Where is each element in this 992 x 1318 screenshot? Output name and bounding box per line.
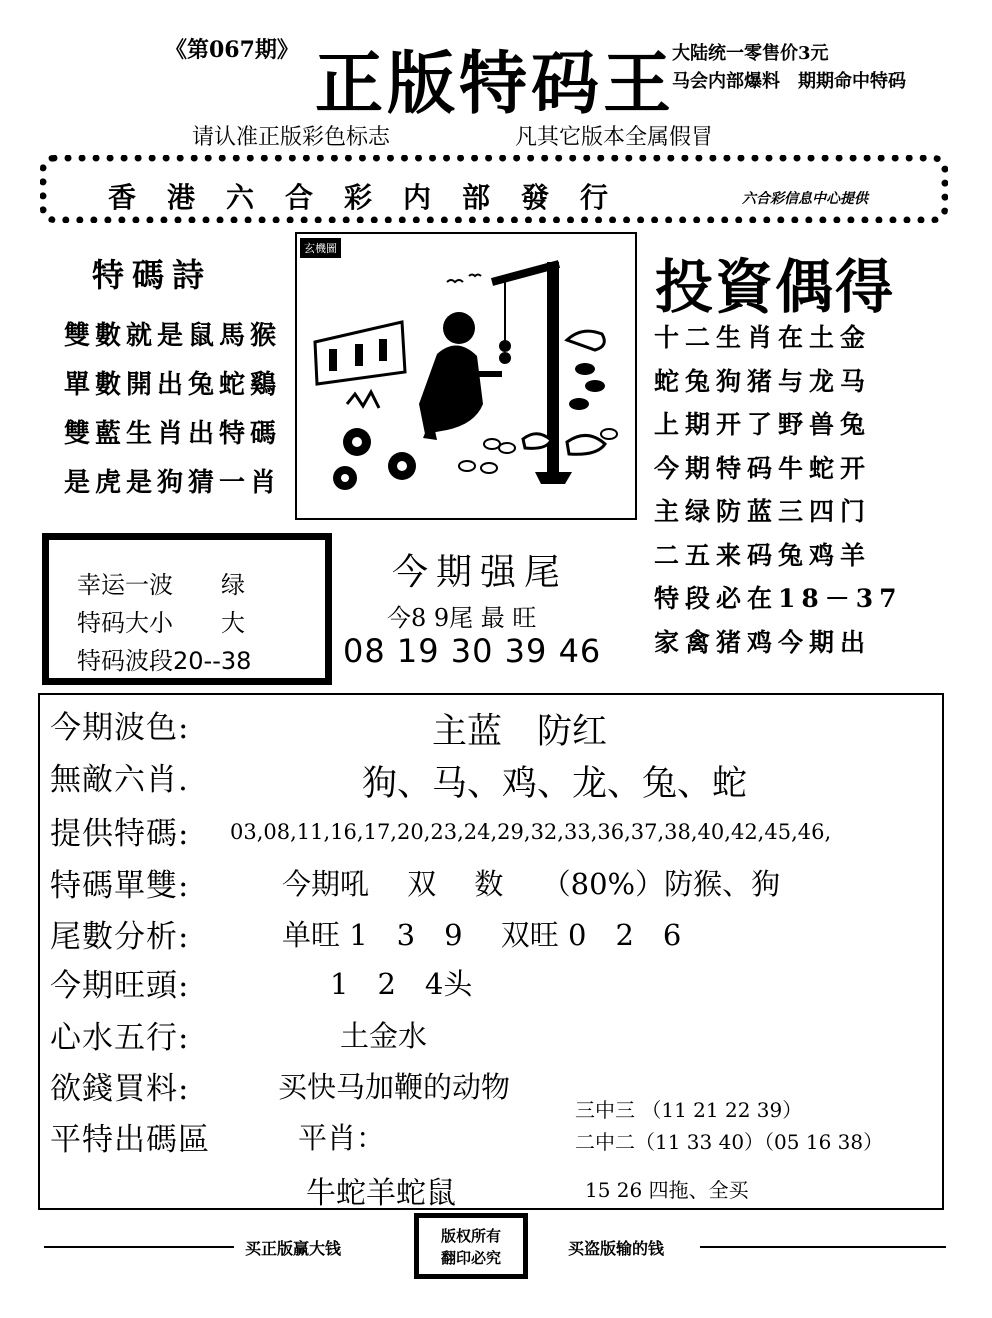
price-info [672,40,906,96]
puzzle-illustration [297,234,635,518]
footer-rule-right [700,1246,946,1248]
banner-text: 香港六合彩内部發行 [108,181,640,214]
strong-tail-numbers: 08 19 30 39 46 [343,632,602,670]
picture-tag: 玄機圖 [300,238,341,258]
wave-label: 今期波色: [50,710,190,746]
poem-line: 雙藍生肖出特碼 [64,419,282,449]
footer-right: 买盗版输的钱 [568,1239,665,1258]
footer-rule-left [44,1246,234,1248]
zone-animals: 牛蛇羊蛇鼠 [306,1176,456,1211]
single-value: 今期吼 双 数 （80%）防猴、狗 [282,867,781,901]
tail-value: 单旺 1 3 9 双旺 0 2 6 [282,918,682,952]
six-value: 狗、马、鸡、龙、兔、蛇 [362,764,748,804]
poem-line: 是虎是狗猜一肖 [64,468,282,498]
combo-two: 二中二（11 33 40）（05 16 38） [575,1130,884,1154]
price-line: 大陆统一零售价3元 [672,43,829,64]
banner-source: 六合彩信息中心提供 [742,191,868,207]
invest-line: 二五来码兔鸡羊 [654,540,872,570]
single-label: 特碼單雙: [50,868,190,904]
puzzle-picture [295,232,637,520]
wave-value: 主蓝 防红 [432,712,608,752]
strong-tail-title: 今期强尾 [392,552,569,593]
invest-lines [654,316,903,664]
invest-line: 主绿防蓝三四门 [654,497,872,526]
copyright-line: 版权所有 [440,1227,501,1245]
poem-lines [64,312,281,508]
six-label: 無敵六肖. [50,762,189,798]
notice-left: 请认准正版彩色标志 [192,125,391,150]
invest-line: 蛇兔狗猪与龙马 [654,366,872,396]
buy-label: 欲錢買料: [50,1071,190,1107]
invest-line: 上期开了野兽兔 [654,410,872,439]
poem-line: 雙數就是鼠馬猴 [64,321,282,351]
paper-title: 正版特码王 [315,44,676,124]
footer-left: 买正版赢大钱 [245,1239,342,1258]
slogan-line: 马会内部爆料 期期命中特码 [672,71,906,92]
zone-value: 平肖： [298,1121,386,1155]
copyright-stamp [414,1213,528,1279]
poem-line: 單數開出兔蛇鷄 [64,370,282,400]
invest-title: 投資偶得 [655,253,896,321]
codes-value: 03,08,11,16,17,20,23,24,29,32,33,36,37,38,40,42,45,46, [230,820,832,844]
lucky-box [42,533,332,685]
head-label: 今期旺頭: [50,968,190,1004]
notice-right: 凡其它版本全属假冒 [515,125,714,150]
head-value: 1 2 4头 [330,967,473,1001]
combo-drag: 15 26 四拖、全买 [585,1178,749,1202]
lucky-size: 特码大小 大 [77,609,245,637]
poem-title: 特碼詩 [92,256,213,294]
tail-label: 尾數分析: [50,919,190,955]
lucky-wave: 幸运一波 绿 [77,571,245,599]
lucky-range: 特码波段20--38 [77,647,252,675]
invest-line: 十二生肖在土金 [654,323,872,352]
combo-three: 三中三 （11 21 22 39） [575,1098,803,1122]
copyright-line: 翻印必究 [440,1249,501,1267]
buy-value: 买快马加鞭的动物 [278,1070,511,1104]
issue-number: 《第067期》 [165,37,299,63]
invest-line: 特段必在18－37 [654,584,903,613]
strong-tail-sub: 今8 9尾 最 旺 [387,604,537,632]
zone-label: 平特出碼區 [50,1122,210,1158]
codes-label: 提供特碼: [50,816,190,852]
elements-value: 土金水 [340,1019,428,1053]
elements-label: 心水五行: [50,1020,190,1056]
invest-line: 家禽猪鸡今期出 [654,627,872,657]
invest-line: 今期特码牛蛇开 [654,453,872,483]
